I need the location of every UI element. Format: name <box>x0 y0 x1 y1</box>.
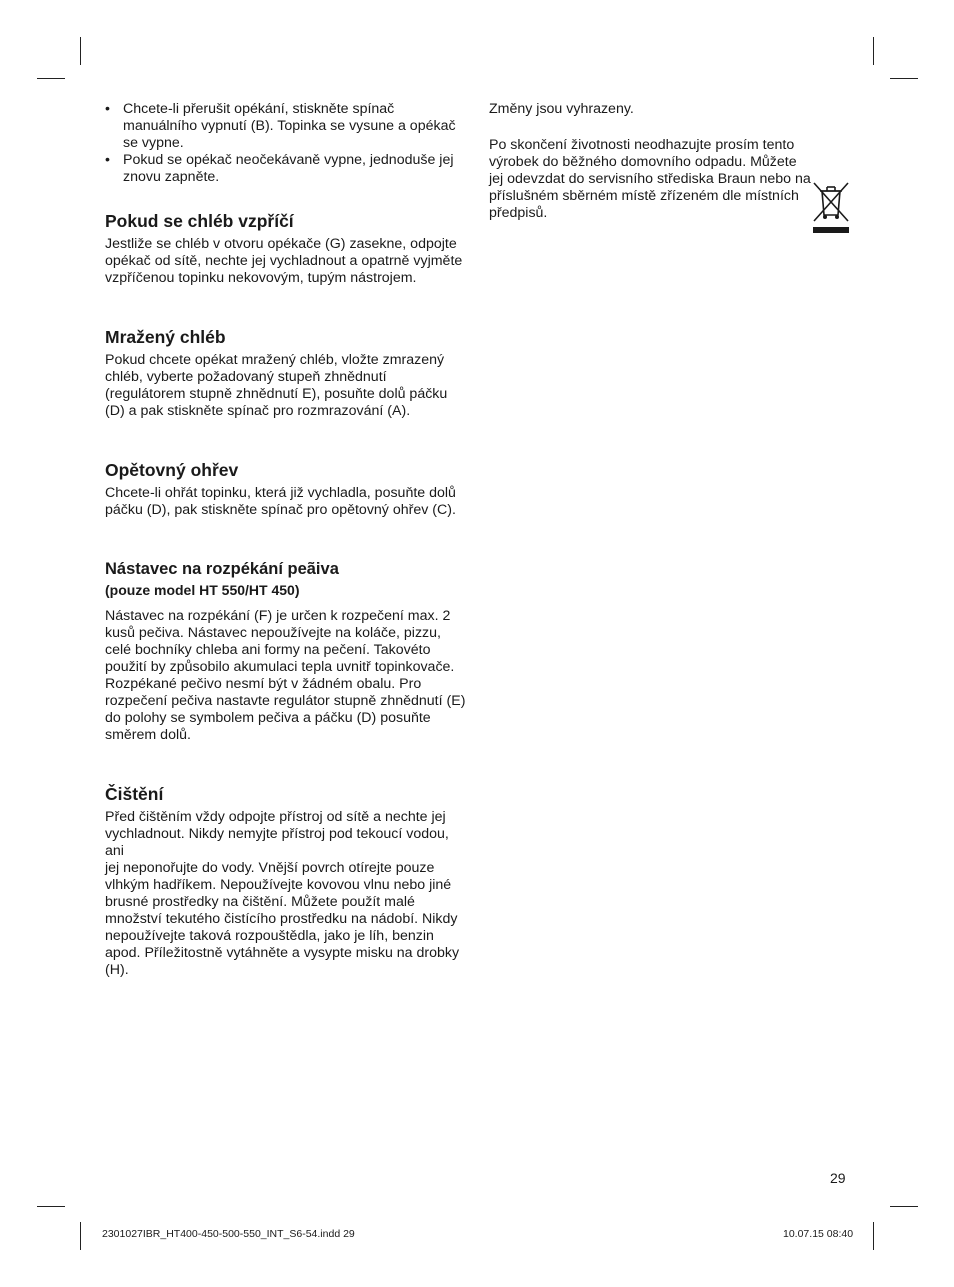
bullet-item: • Chcete-li přerušit opékání, stiskněte spínač manuálního vypnutí (B). Topinka se vysune a opékač se vypne. <box>105 101 467 152</box>
section-heading: Pokud se chléb vzpříčí <box>105 211 294 231</box>
page-number: 29 <box>830 1170 846 1186</box>
section-body: Nástavec na rozpékání (F) je určen k rozpečení max. 2 kusů pečiva. Nástavec nepoužívejte na koláče, pizzu, celé bochníky chleba ani formy na pečení. Takovéto použití by způsobilo akumulaci tepla uvnitř topinkovače. Rozpékané pečivo nesmí být v žádném obalu. Pro rozpečení pečiva nastavte regulátor stupně zhnědnutí (E) do polohy se symbolem pečiva a páčku (D) posuňte směrem dolů. <box>105 608 466 743</box>
footer-file-info: 2301027IBR_HT400-450-500-550_INT_S6-54.indd 29 <box>102 1228 355 1240</box>
section-reheat <box>105 460 467 519</box>
crossed-out-wheelie-bin-icon <box>812 181 850 237</box>
section-heading: Mražený chléb <box>105 327 226 347</box>
bullet-list <box>105 101 467 186</box>
crop-mark <box>873 37 874 65</box>
section-jammed-bread <box>105 211 467 287</box>
section-heading: Opětovný ohřev <box>105 460 239 480</box>
disposal-notice <box>489 137 854 222</box>
left-column <box>105 101 467 979</box>
section-frozen-bread <box>105 327 467 420</box>
section-heading: Nástavec na rozpékání peãiva <box>105 560 339 578</box>
section-body-continued: jej neponořujte do vody. Vnější povrch otírejte pouze vlhkým hadříkem. Nepoužívejte kovovou vlnu nebo jiné brusné prostředky na čištění. Můžete použít malé množství tekutého čistícího prostředku na nádobí. Nikdy nepoužívejte taková rozpouštědla, jako je líh, benzin apod. Příležitostně vytáhněte a vysypte misku na drobky (H). <box>105 860 460 978</box>
crop-mark <box>37 1206 65 1207</box>
changes-notice: Změny jsou vyhrazeny. <box>489 101 634 117</box>
right-column <box>489 101 854 222</box>
crop-mark <box>890 78 918 79</box>
section-bun-warmer <box>105 559 467 744</box>
section-body: Jestliže se chléb v otvoru opékače (G) zasekne, odpojte opékač od sítě, nechte jej vychladnout a opatrně vyjměte vzpříčenou topinku nekovovým, tupým nástrojem. <box>105 236 463 286</box>
section-subheading: (pouze model HT 550/HT 450) <box>105 582 300 598</box>
section-body: Před čištěním vždy odpojte přístroj od sítě a nechte jej vychladnout. Nikdy nemyjte přístroj pod tekoucí vodou, ani <box>105 809 449 859</box>
crop-mark <box>890 1206 918 1207</box>
crop-mark <box>37 78 65 79</box>
crop-mark <box>80 37 81 65</box>
section-heading: Čištění <box>105 784 164 804</box>
disposal-text: Po skončení životnosti neodhazujte prosím tento výrobek do běžného domovního odpadu. Můžete jej odevzdat do servisního střediska Braun nebo na příslušném sběrném místě zřízeném dle místních předpisů. <box>489 137 811 221</box>
footer-date: 10.07.15 08:40 <box>783 1228 854 1240</box>
section-cleaning <box>105 784 467 979</box>
crop-mark <box>80 1222 81 1250</box>
section-body: Pokud chcete opékat mražený chléb, vložte zmrazený chléb, vyberte požadovaný stupeň zhnědnutí (regulátorem stupně zhnědnutí E), posuňte dolů páčku (D) a pak stiskněte spínač pro rozmrazování (A). <box>105 352 448 419</box>
bullet-item: • Pokud se opékač neočekávaně vypne, jednoduše jej znovu zapněte. <box>105 152 467 186</box>
section-body: Chcete-li ohřát topinku, která již vychladla, posuňte dolů páčku (D), pak stiskněte spínač pro opětovný ohřev (C). <box>105 485 456 518</box>
crop-mark <box>873 1222 874 1250</box>
